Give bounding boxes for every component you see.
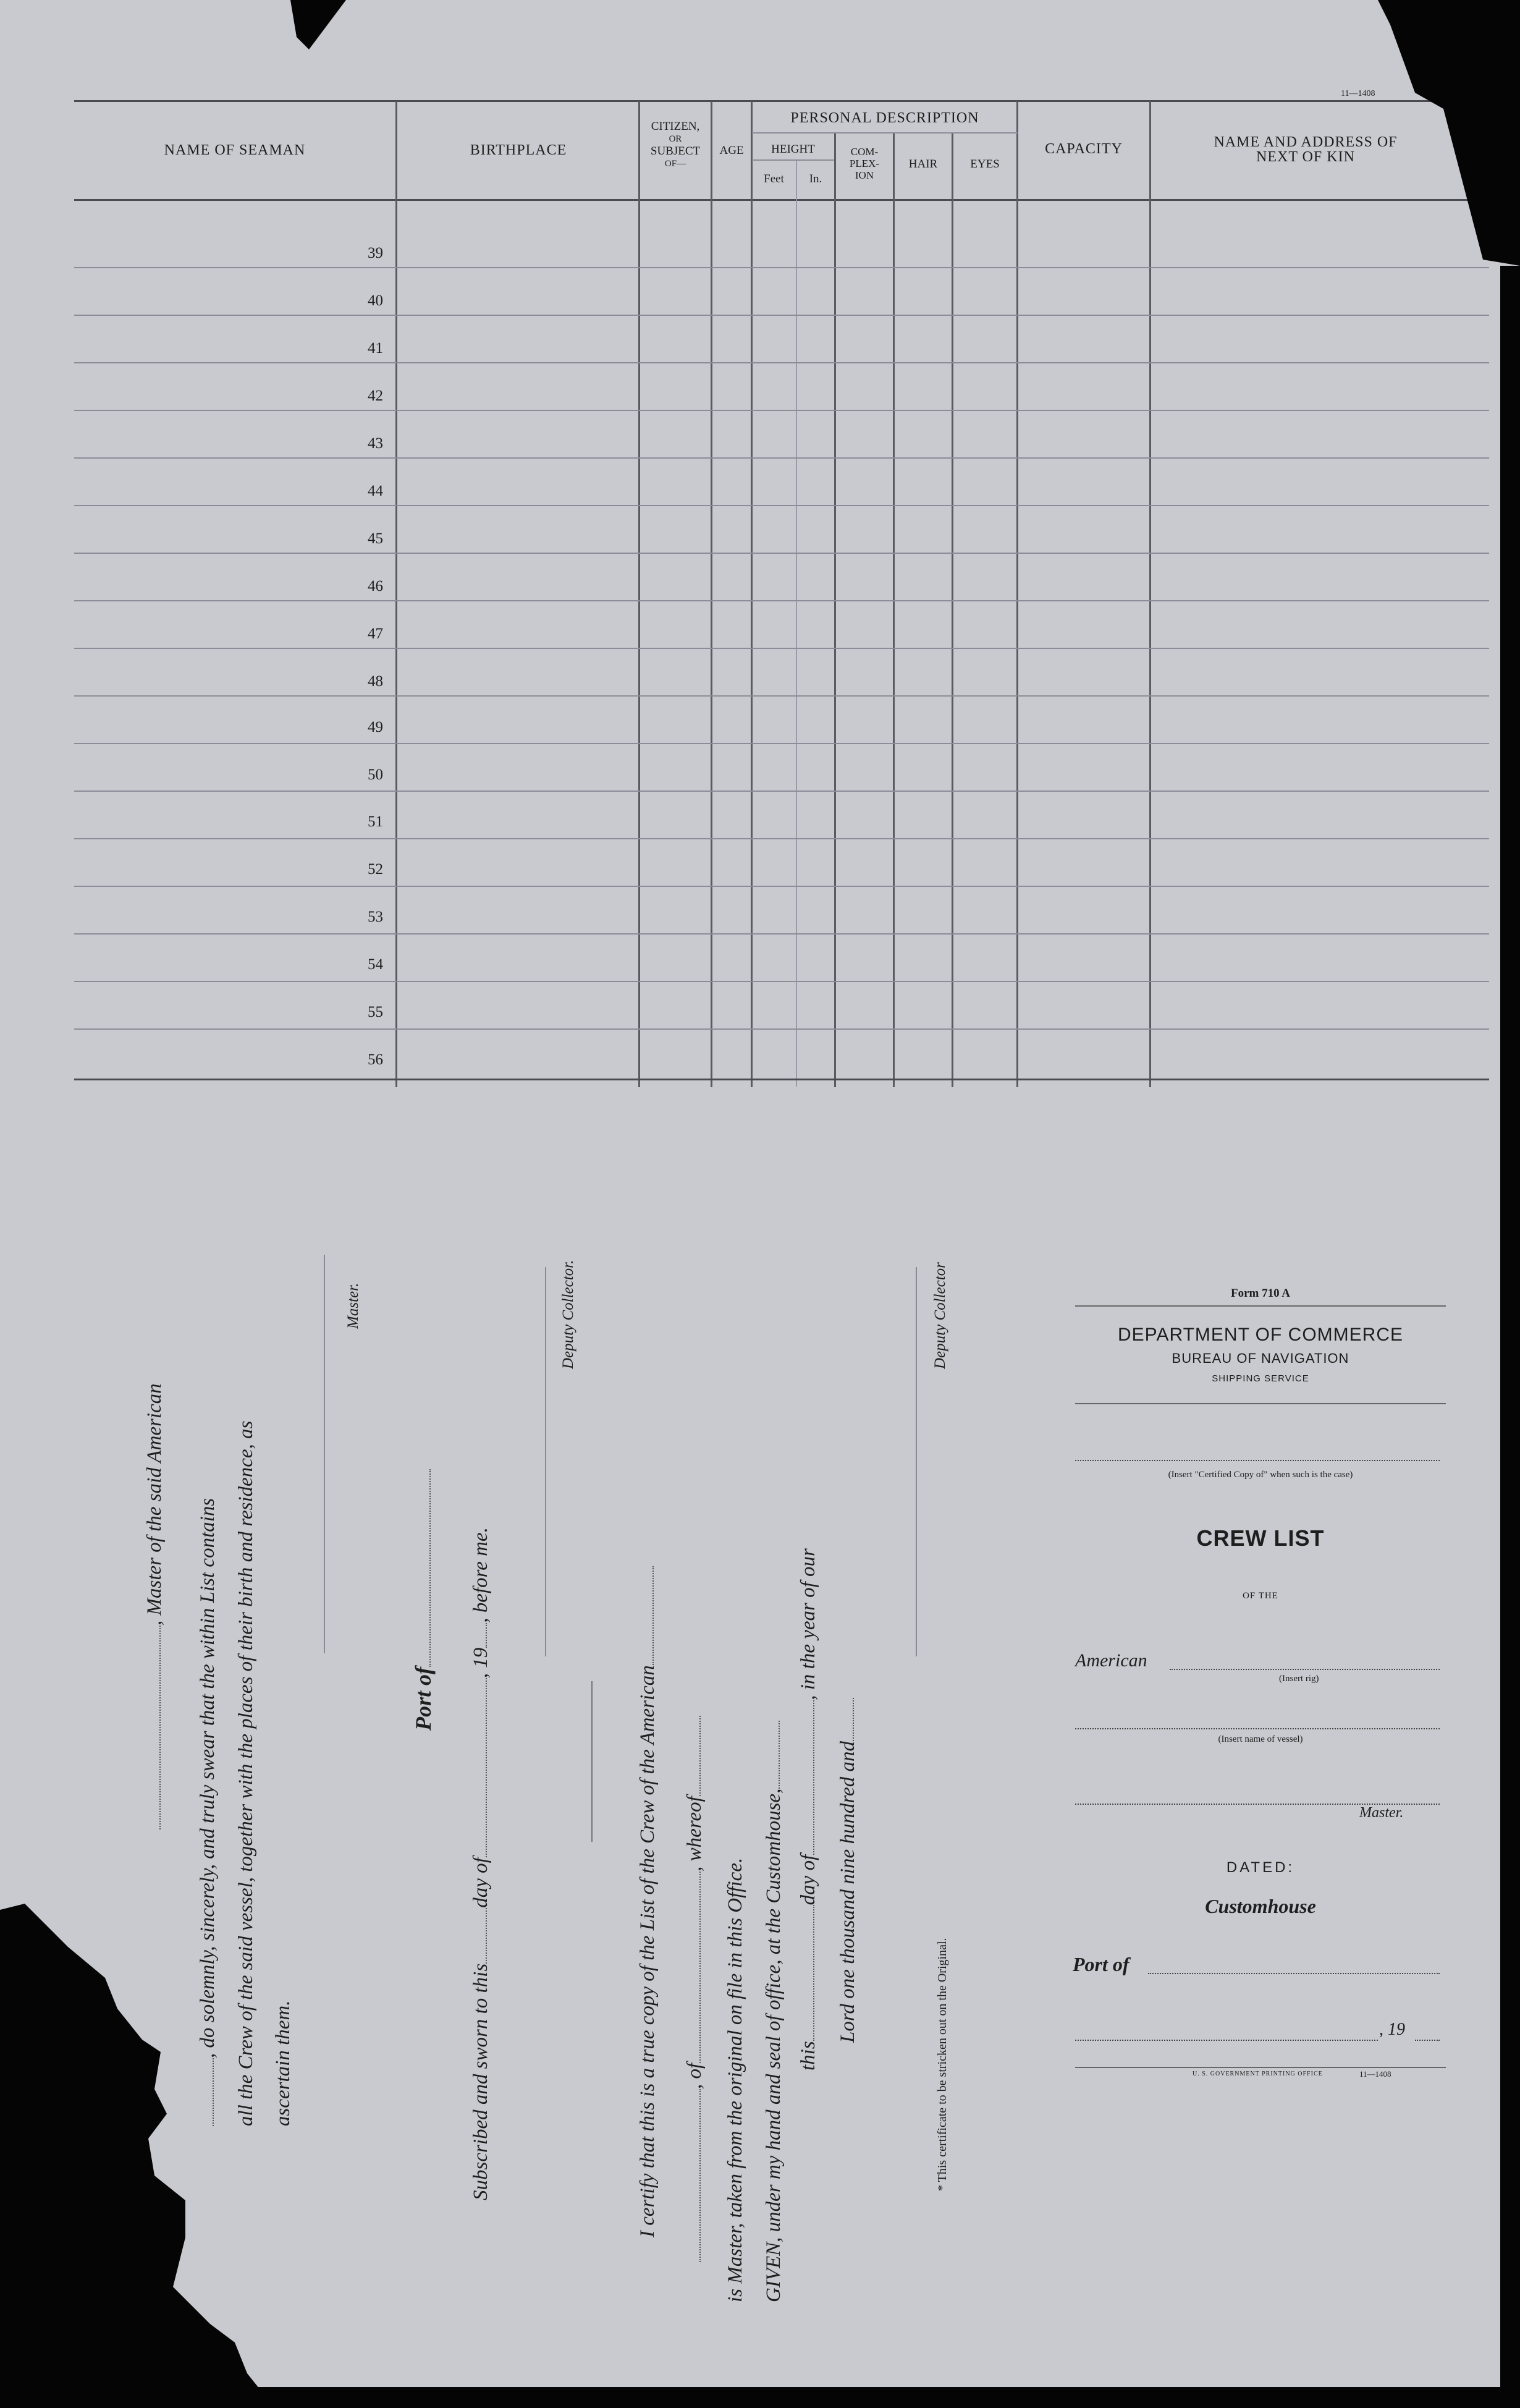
header-complexion-line: COM-	[850, 146, 879, 158]
of-the-label: OF THE	[1243, 1591, 1278, 1601]
row-number: 53	[368, 909, 383, 925]
form-number: Form 710 A	[1230, 1287, 1291, 1300]
header-height: HEIGHT	[771, 143, 815, 156]
oath-text: Subscribed and sworn to this	[470, 1963, 492, 2200]
row-number: 42	[368, 388, 383, 404]
port-of-label: Port of	[411, 1667, 436, 1731]
row-number: 41	[368, 340, 383, 357]
row-number: 43	[368, 435, 383, 452]
top-right-torn-corner	[1378, 0, 1520, 266]
bureau-title: BUREAU OF NAVIGATION	[1172, 1350, 1349, 1366]
header-feet: Feet	[764, 172, 784, 185]
crew-list-title: CREW LIST	[1196, 1525, 1325, 1551]
header-age: AGE	[719, 144, 744, 157]
cert-text: this	[797, 2041, 819, 2071]
printer-imprint: U. S. GOVERNMENT PRINTING OFFICE	[1193, 2071, 1323, 2077]
header-personal-description: PERSONAL DESCRIPTION	[790, 110, 979, 126]
right-edge	[1500, 266, 1520, 2408]
row-number: 48	[368, 673, 383, 690]
header-birthplace: BIRTHPLACE	[470, 142, 567, 158]
row-number: 40	[368, 292, 383, 309]
insert-certified-note: (Insert "Certified Copy of" when such is the case)	[1168, 1470, 1353, 1480]
cert-text: , in the year of our	[797, 1548, 819, 1700]
oath-deputy-collector: Deputy Collector.	[560, 1260, 576, 1369]
year-label: , 19	[1379, 2020, 1405, 2039]
oath-line-4: ascertain them.	[272, 2000, 294, 2126]
oath-text: , before me.	[470, 1527, 492, 1623]
cert-text: day of	[797, 1854, 819, 1906]
insert-rig-note: (Insert rig)	[1279, 1674, 1319, 1684]
bottom-edge	[0, 2387, 1520, 2408]
printer-code: 11—1408	[1359, 2069, 1391, 2079]
row-number: 45	[368, 530, 383, 547]
header-hair: HAIR	[908, 158, 938, 171]
american-label: American	[1075, 1650, 1147, 1671]
insert-name-note: (Insert name of vessel)	[1218, 1734, 1303, 1744]
header-citizen-line: OR	[669, 134, 682, 144]
row-number: 52	[368, 861, 383, 878]
row-number: 50	[368, 766, 383, 783]
header-complexion-line: PLEX-	[849, 158, 880, 169]
top-notch	[290, 0, 346, 49]
header-capacity: CAPACITY	[1045, 141, 1123, 157]
corner-mark: 11—1408	[1341, 89, 1375, 98]
oath-text: day of	[470, 1857, 492, 1908]
header-kin-line: NEXT OF KIN	[1256, 149, 1355, 165]
header-name-of-seaman: NAME OF SEAMAN	[164, 142, 306, 158]
port-of-label: Port of	[1073, 1953, 1129, 1975]
row-number: 51	[368, 813, 383, 830]
dated-label: DATED:	[1226, 1859, 1295, 1876]
customhouse-label: Customhouse	[1205, 1895, 1316, 1917]
header-kin-line: NAME AND ADDRESS OF	[1214, 134, 1398, 150]
header-citizen-line: SUBJECT	[650, 145, 701, 158]
row-number: 47	[368, 625, 383, 642]
department-title: DEPARTMENT OF COMMERCE	[1117, 1325, 1404, 1345]
oath-text: , do solemnly, sincerely, and truly swear that the within List contains	[196, 1498, 219, 2058]
cert-deputy-collector: Deputy Collector	[932, 1262, 948, 1369]
row-number: 54	[368, 956, 383, 973]
header-inches: In.	[809, 172, 822, 185]
master-label: Master.	[1359, 1805, 1404, 1821]
row-number: 44	[368, 483, 383, 499]
service-title: SHIPPING SERVICE	[1212, 1373, 1309, 1384]
bottom-left-torn-corner	[0, 1904, 272, 2408]
cert-text: GIVEN, under my hand and seal of office, at the Customhouse,	[762, 1788, 785, 2302]
header-eyes: EYES	[970, 158, 1000, 171]
cert-text: , of	[683, 2062, 706, 2089]
oath-master-label: Master.	[345, 1282, 361, 1329]
cert-text: Lord one thousand nine hundred and	[837, 1741, 859, 2043]
cert-line-3: is Master, taken from the original on file in this Office.	[724, 1857, 746, 2302]
cert-text: I certify that this is a true copy of the List of the Crew of the American	[636, 1665, 659, 2237]
header-citizen-line: OF—	[664, 159, 686, 169]
header-complexion-line: ION	[855, 169, 874, 181]
oath-line-3: all the Crew of the said vessel, together with the places of their birth and residence, as	[235, 1420, 257, 2126]
cert-text: , whereof	[683, 1796, 706, 1872]
row-number: 39	[368, 245, 383, 261]
header-citizen-line: CITIZEN,	[651, 120, 700, 133]
cert-footnote: * This certificate to be stricken out on the Original.	[935, 1938, 949, 2191]
row-number: 46	[368, 578, 383, 595]
oath-text: , 19	[470, 1647, 492, 1679]
oath-text: , Master of the said American	[143, 1383, 166, 1626]
row-number: 55	[368, 1004, 383, 1020]
row-number: 49	[368, 719, 383, 736]
row-number: 56	[368, 1051, 383, 1068]
